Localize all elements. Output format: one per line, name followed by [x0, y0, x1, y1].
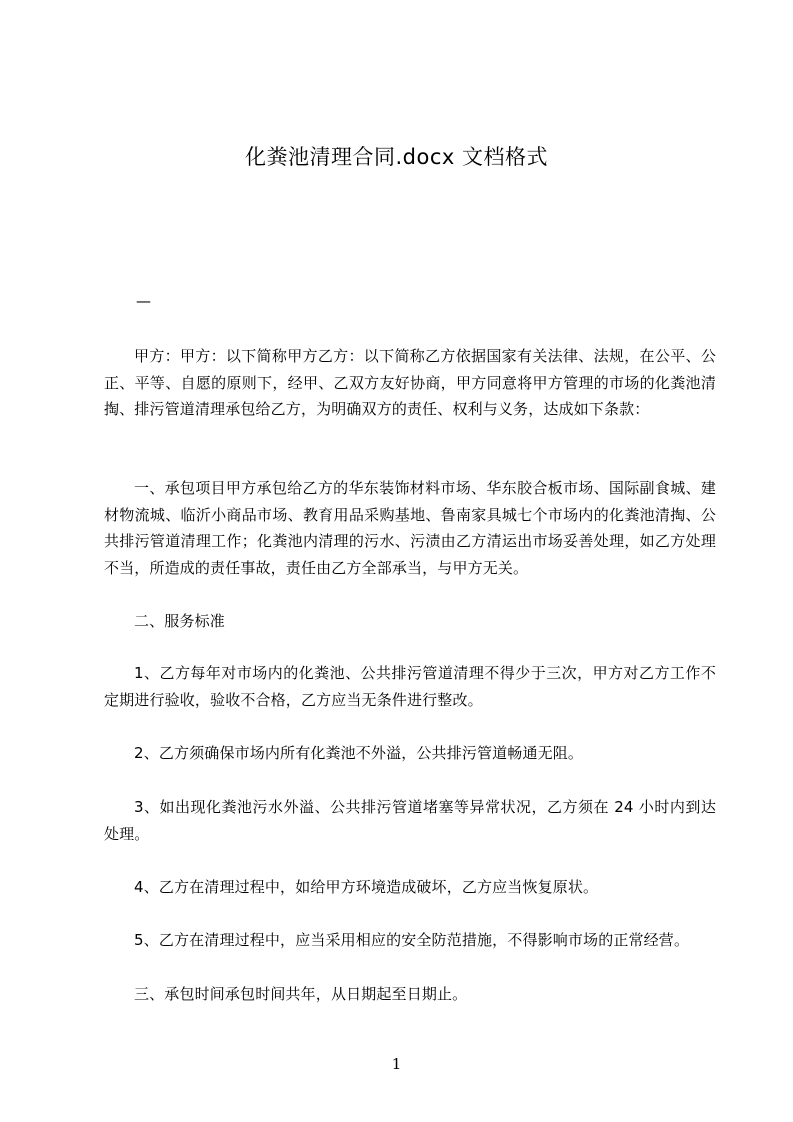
paragraph-standard-3: 3、如出现化粪池污水外溢、公共排污管道堵塞等异常状况，乙方须在 24 小时内到达处理。: [104, 798, 716, 843]
paragraph-standard-1: 1、乙方每年对市场内的化粪池、公共排污管道清理不得少于三次，甲方对乙方工作不定期进行验收，验收不合格，乙方应当无条件进行整改。: [104, 664, 716, 709]
document-title: 化粪池清理合同.docx 文档格式: [244, 145, 548, 169]
paragraph-contract-period: 三、承包时间承包时间共年，从日期起至日期止。: [134, 985, 468, 1003]
paragraph-contract-scope: 一、承包项目甲方承包给乙方的华东装饰材料市场、华东胶合板市场、国际副食城、建材物流城、临沂小商品市场、教育用品采购基地、鲁南家具城七个市场内的化粪池清掏、公共排污管道清理工作；化粪池内清理的污水、污渍由乙方清运出市场妥善处理，如乙方处理不当，所造成的责任事故，责任由乙方全部承当，与甲方无关。: [104, 479, 716, 577]
section-dash: —: [136, 292, 151, 310]
paragraph-standard-4: 4、乙方在清理过程中，如给甲方环境造成破坏，乙方应当恢复原状。: [134, 878, 599, 896]
page-number: 1: [391, 1055, 402, 1073]
paragraph-standard-2: 2、乙方须确保市场内所有化粪池不外溢，公共排污管道畅通无阻。: [134, 744, 584, 762]
paragraph-parties: 甲方：甲方：以下简称甲方乙方：以下简称乙方依据国家有关法律、法规，在公平、公正、平等、自愿的原则下，经甲、乙双方友好协商，甲方同意将甲方管理的市场的化粪池清掏、排污管道清理承包给乙方，为明确双方的责任、权利与义务，达成如下条款：: [104, 347, 716, 418]
heading-service-standards: 二、服务标准: [134, 612, 225, 630]
paragraph-standard-5: 5、乙方在清理过程中，应当采用相应的安全防范措施，不得影响市场的正常经营。: [134, 931, 690, 949]
